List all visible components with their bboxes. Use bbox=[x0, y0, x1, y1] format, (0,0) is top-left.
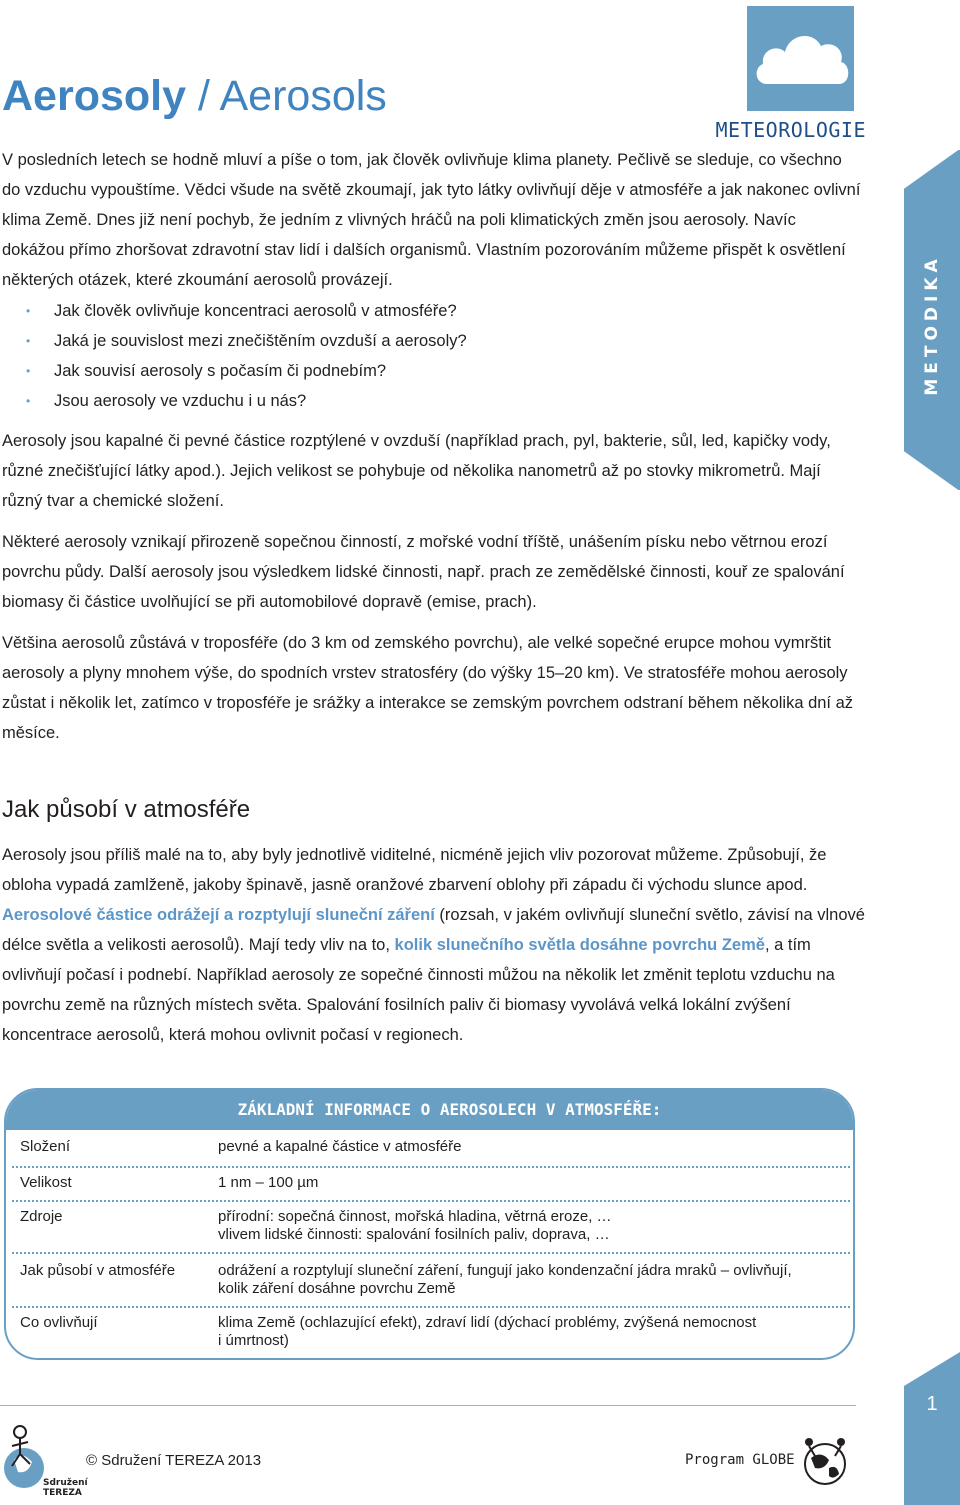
copyright-text: © Sdružení TEREZA 2013 bbox=[86, 1452, 262, 1469]
title-english: / Aerosols bbox=[197, 72, 387, 120]
list-item: • Jak souvisí aerosoly s počasím či podnebím? bbox=[22, 356, 467, 386]
highlight-sunlight: kolik slunečního světla dosáhne povrchu Země bbox=[394, 936, 765, 954]
bullet-icon: • bbox=[26, 394, 31, 408]
row-value: pevné a kapalné částice v atmosféře bbox=[218, 1138, 462, 1155]
section-label: METEOROLOGIE bbox=[715, 118, 866, 142]
info-box bbox=[4, 1088, 855, 1360]
info-box-header bbox=[6, 1090, 853, 1130]
definition-paragraph: Aerosoly jsou kapalné či pevné částice rozptýlené v ovzduší (například prach, pyl, bakterie, sůl, led, kapičky vody, různé znečišťující látky apod.). Jejich velikost se pohybuje od několika nanometrů až po stovky mikrometrů. Mají různý tvar a chemické složení. bbox=[2, 432, 831, 510]
row-label: Zdroje bbox=[20, 1208, 63, 1225]
row-label: Velikost bbox=[20, 1174, 72, 1191]
footer-divider bbox=[0, 1405, 856, 1406]
row-divider bbox=[12, 1252, 850, 1254]
tereza-logo-text: Sdružení TEREZA bbox=[43, 1478, 88, 1498]
distribution-paragraph: Většina aerosolů zůstává v troposféře (do 3 km od zemského povrchu), ale velké sopečné erupce mohou vymrštit aerosoly a plyny mnohem výše, do spodních vrstev stratosféry (do výšky 15–20 km). Ve stratosféře mohou aerosoly zůstat i několik let, zatímco v troposféře je srážky a interakce se zemským povrchem odstraní během několika dní až měsíce. bbox=[2, 634, 854, 742]
bullet-icon: • bbox=[26, 334, 31, 348]
bullet-icon: • bbox=[26, 304, 31, 318]
info-box-title: ZÁKLADNÍ INFORMACE O AEROSOLECH V ATMOSFÉŘE: bbox=[237, 1100, 662, 1119]
row-divider bbox=[12, 1306, 850, 1308]
row-label: Jak působí v atmosféře bbox=[20, 1262, 176, 1279]
program-label: Program GLOBE bbox=[685, 1452, 795, 1468]
meteorologie-badge bbox=[747, 6, 854, 111]
list-item: • Jsou aerosoly ve vzduchu i u nás? bbox=[22, 386, 467, 416]
side-tab-label: METODIKA bbox=[922, 254, 942, 396]
section-heading: Jak působí v atmosféře bbox=[2, 796, 251, 823]
page-tab bbox=[904, 1352, 960, 1505]
bullet-icon: • bbox=[26, 364, 31, 378]
row-value: 1 nm – 100 µm bbox=[218, 1174, 319, 1191]
row-divider bbox=[12, 1166, 850, 1168]
row-value: odrážení a rozptylují sluneční záření, fungují jako kondenzační jádra mraků – ovlivňují, kolik záření dosáhne povrchu Země bbox=[218, 1262, 792, 1297]
highlight-reflection: Aerosolové částice odrážejí a rozptylují sluneční záření bbox=[2, 906, 435, 924]
row-value: klima Země (ochlazující efekt), zdraví lidí (dýchací problémy, zvýšená nemocnost i úmrtnost) bbox=[218, 1314, 757, 1349]
question-list bbox=[22, 296, 467, 416]
list-item: • Jak člověk ovlivňuje koncentraci aerosolů v atmosféře? bbox=[22, 296, 467, 326]
row-divider bbox=[12, 1200, 850, 1202]
row-value: přírodní: sopečná činnost, mořská hladina, větrná eroze, … vlivem lidské činnosti: spalování fosilních paliv, doprava, … bbox=[218, 1208, 612, 1243]
row-label: Složení bbox=[20, 1138, 71, 1155]
cloud-icon bbox=[747, 6, 854, 111]
page-number: 1 bbox=[926, 1393, 938, 1415]
row-label: Co ovlivňují bbox=[20, 1314, 98, 1331]
title-czech: Aerosoly bbox=[2, 72, 187, 120]
globe-logo-icon bbox=[795, 1434, 855, 1488]
effects-paragraph: Aerosoly jsou příliš malé na to, aby byly jednotlivě viditelné, nicméně jejich vliv pozorovat můžeme. Způsobují, že obloha vypadá zamlženě, jakoby špinavě, jasně oranžové zbarvení oblohy při západu či východu slunce apod. Aerosolové částice odrážejí a rozptylují sluneční záření (rozsah, v jakém ovlivňují sluneční světlo, závisí na vlnové délce světla a velikosti aerosolů). Mají tedy vliv na to, kolik slunečního světla dosáhne povrchu Země, a tím ovlivňují počasí i podnebí. Například aerosoly ze sopečné činnosti můžou na několik let změnit teplotu vzduchu na povrchu země na různých místech světa. Spalování fosilních paliv či biomasy vyvolává velká lokální zvýšení koncentrace aerosolů, která mohou ovlivnit počasí v regionech. bbox=[2, 846, 865, 1044]
list-item: • Jaká je souvislost mezi znečištěním ovzduší a aerosoly? bbox=[22, 326, 467, 356]
intro-paragraph: V posledních letech se hodně mluví a píše o tom, jak člověk ovlivňuje klima planety. Pečlivě se sleduje, co všechno do vzduchu vypouštíme. Vědci všude na světě zkoumají, jak tyto látky ovlivňují děje v atmosféře a jak nakonec ovlivní klima Země. Dnes již není pochyb, že jedním z vlivných hráčů na poli klimatických změn jsou aerosoly. Navíc dokážou přímo zhoršovat zdravotní stav lidí i dalších organismů. Vlastním pozorováním můžeme přispět k osvětlení některých otázek, které zkoumání aerosolů provázejí. bbox=[2, 151, 861, 289]
sources-paragraph: Některé aerosoly vznikají přirozeně sopečnou činností, z mořské vodní tříště, unášením písku nebo větrnou erozí povrchu půdy. Další aerosoly jsou výsledkem lidské činnosti, např. prach ze zemědělské činnosti, kouř ze spalování biomasy či částice uvolňující se při automobilové dopravě (emise, prach). bbox=[2, 533, 845, 611]
page-title bbox=[2, 70, 387, 122]
